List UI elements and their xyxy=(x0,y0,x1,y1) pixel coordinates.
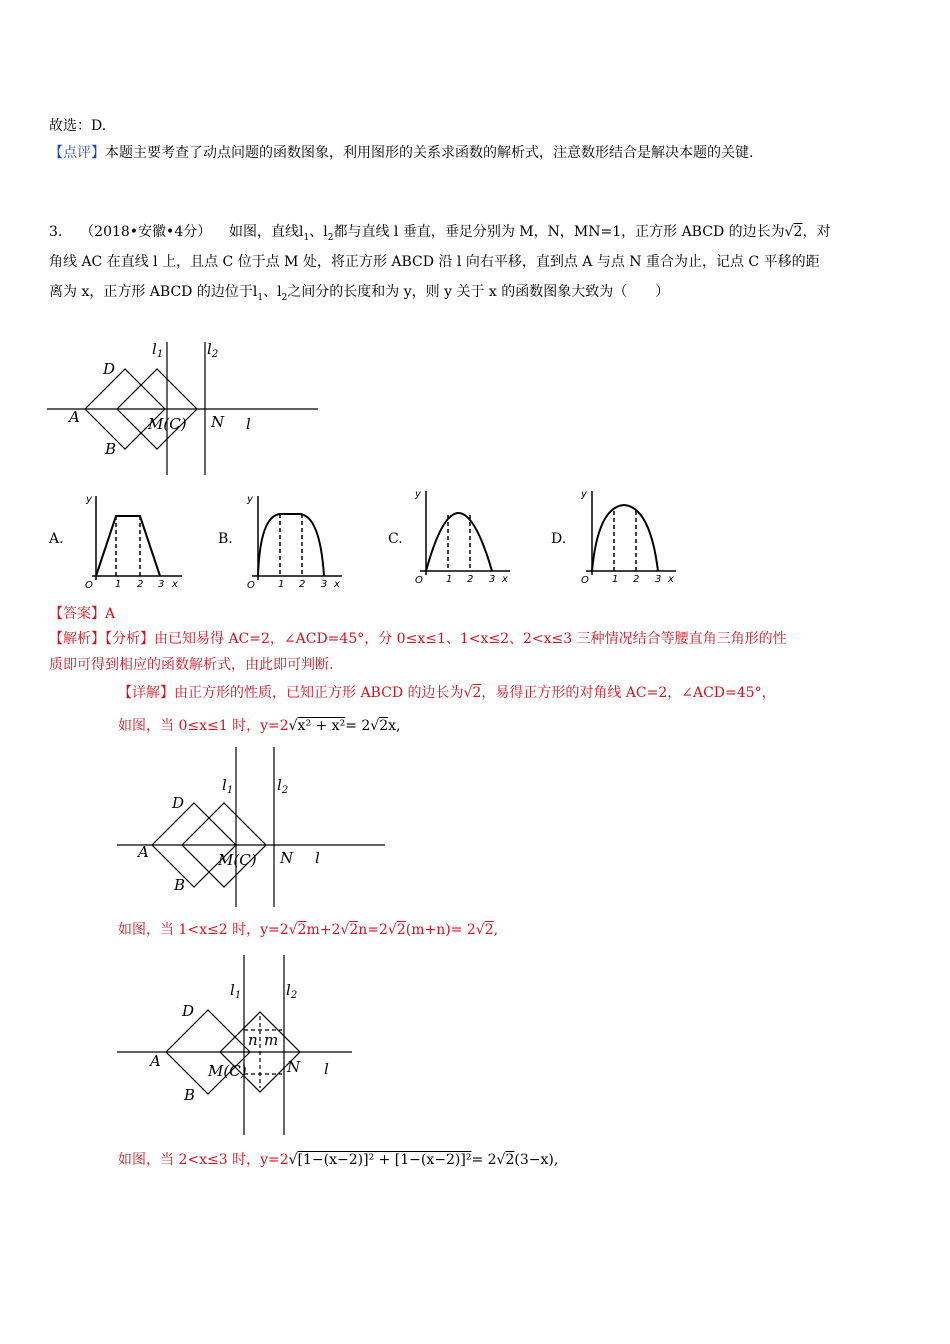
label-l: l xyxy=(246,415,251,433)
comment-line xyxy=(49,143,753,163)
case1-text-a: 如图，当 0≤x≤1 时，y=2 xyxy=(118,718,289,734)
label-l1: $l_1$ xyxy=(152,340,164,360)
separator: 、 xyxy=(309,224,324,240)
option-d-label[interactable]: D. xyxy=(551,531,567,547)
svg-text:A: A xyxy=(138,843,149,861)
case1-text-b: = 2 xyxy=(345,718,371,734)
svg-text:y: y xyxy=(415,489,421,500)
case3-line: 如图，当 2<x≤3 时，y=2√[1−(x−2)]² + [1−(x−2)]²= 2√2(3−x), xyxy=(118,1152,559,1168)
svg-text:O: O xyxy=(581,575,589,585)
case2-line: 如图，当 1<x≤2 时，y=2√2m+2√2n=2√2(m+n)= 2√2, xyxy=(118,922,499,938)
case2-text-c: n=2 xyxy=(358,922,388,938)
label-MC: M(C) xyxy=(148,415,187,433)
svg-text:x: x xyxy=(334,579,340,590)
svg-text:x: x xyxy=(668,574,674,585)
case1-sqrt: √x² + x² xyxy=(288,718,346,734)
case3-text-b: = 2 xyxy=(471,1152,497,1168)
analysis-line-1 xyxy=(49,629,787,649)
case2-text-b: m+2 xyxy=(306,922,341,938)
svg-text:y: y xyxy=(247,494,253,505)
question-line-2: 角线 AC 在直线 l 上，且点 C 位于点 M 处，将正方形 ABCD 沿 l 向右平移，直到点 A 与点 N 重合为止，记点 C 平移的距 xyxy=(49,254,820,270)
label-B: B xyxy=(105,440,117,458)
svg-text:O: O xyxy=(415,575,423,585)
comment-text: 本题主要考查了动点问题的函数图象，利用图形的关系求函数的解析式，注意数形结合是解决本题的关键. xyxy=(105,145,754,161)
detail-line xyxy=(118,683,776,703)
label-D: D xyxy=(103,360,116,378)
option-a-graph[interactable] xyxy=(82,490,192,590)
svg-text:1: 1 xyxy=(612,574,619,585)
svg-text:x: x xyxy=(172,579,178,590)
detail-figure-1 xyxy=(112,745,392,910)
option-c-label[interactable]: C. xyxy=(388,531,403,547)
svg-text:O: O xyxy=(247,580,255,590)
analysis-tag: 【解析】 xyxy=(49,631,105,647)
svg-text:l: l xyxy=(324,1060,329,1078)
svg-text:1: 1 xyxy=(446,574,453,585)
svg-text:l1: $l_1$ xyxy=(222,776,234,796)
case2-text-d: (m+n)= 2 xyxy=(405,922,476,938)
svg-text:3: 3 xyxy=(655,574,662,585)
svg-text:l: l xyxy=(315,849,320,867)
detail-text-a: 由正方形的性质，已知正方形 ABCD 的边长为 xyxy=(174,685,464,701)
svg-text:B: B xyxy=(174,876,186,894)
l2-symbol: $l_2$ xyxy=(323,224,334,243)
svg-text:D: D xyxy=(172,794,185,812)
svg-text:n: n xyxy=(248,1031,258,1049)
svg-text:3: 3 xyxy=(158,579,165,590)
case1-line: 如图，当 0≤x≤1 时，y=2√x² + x²= 2√2x, xyxy=(118,718,401,734)
l1-symbol: $l_1$ xyxy=(299,224,310,243)
svg-text:m: m xyxy=(264,1031,279,1049)
svg-text:2: 2 xyxy=(633,574,640,585)
svg-text:M(C): M(C) xyxy=(218,851,257,869)
label-l2: $l_2$ xyxy=(207,340,219,360)
svg-text:O: O xyxy=(85,580,93,590)
svg-text:l2: $l_2$ xyxy=(277,776,289,796)
answer-tag: 【答案】 xyxy=(49,606,105,622)
option-a-label[interactable]: A. xyxy=(49,531,64,547)
question-text-1b: 都与直线 l 垂直，垂足分别为 M，N，MN=1，正方形 ABCD 的边长为 xyxy=(333,224,785,240)
separator-2: 、 xyxy=(263,284,278,300)
answer-line xyxy=(49,604,115,624)
svg-text:B: B xyxy=(184,1086,196,1104)
option-b-label[interactable]: B. xyxy=(218,531,233,547)
answer-value: A xyxy=(105,606,116,622)
question-text-1a: 如图，直线 xyxy=(229,224,300,240)
svg-text:1: 1 xyxy=(278,579,285,590)
option-d-graph[interactable] xyxy=(576,485,686,585)
svg-text:2: 2 xyxy=(299,579,306,590)
option-c-graph[interactable] xyxy=(410,485,520,585)
question-line-1 xyxy=(49,222,830,248)
svg-text:A: A xyxy=(150,1052,161,1070)
detail-figure-2 xyxy=(112,950,392,1140)
svg-text:x: x xyxy=(502,574,508,585)
sqrt-symbol: √2 xyxy=(784,224,803,240)
detail-tag: 【详解】 xyxy=(118,685,174,701)
svg-text:D: D xyxy=(182,1002,195,1020)
analysis-line-2: 质即可得到相应的函数解析式，由此即可判断. xyxy=(49,657,334,673)
question-text-3a: 离为 x，正方形 ABCD 的边位于 xyxy=(49,284,253,300)
svg-text:3: 3 xyxy=(489,574,496,585)
svg-text:M(C): M(C) xyxy=(208,1062,247,1080)
svg-text:y: y xyxy=(581,489,587,500)
question-line-3 xyxy=(49,282,669,308)
svg-text:y: y xyxy=(86,494,92,505)
label-A: A xyxy=(69,408,80,426)
question-source: （2018•安徽•4分） xyxy=(80,224,212,240)
l2-symbol-2: $l_2$ xyxy=(277,284,288,303)
svg-text:1: 1 xyxy=(115,579,122,590)
svg-text:2: 2 xyxy=(467,574,474,585)
svg-text:N: N xyxy=(287,1058,301,1076)
analysis-subtag: 【分析】 xyxy=(105,631,154,647)
detail-sqrt: √2 xyxy=(463,685,482,701)
case1-text-c: x, xyxy=(388,718,401,734)
detail-text-b: ，易得正方形的对角线 AC=2，∠ACD=45°， xyxy=(481,685,776,701)
case3-text-a: 如图，当 2<x≤3 时，y=2 xyxy=(118,1152,289,1168)
option-b-graph[interactable] xyxy=(242,490,352,590)
svg-text:N: N xyxy=(280,849,294,867)
svg-text:l2: $l_2$ xyxy=(286,981,298,1001)
l1-symbol-2: $l_1$ xyxy=(252,284,264,303)
svg-text:3: 3 xyxy=(321,579,328,590)
question-figure xyxy=(45,330,325,480)
question-number: 3. xyxy=(49,224,63,240)
svg-text:l1: $l_1$ xyxy=(230,981,242,1001)
question-text-1c: ，对 xyxy=(802,224,831,240)
comment-tag: 【点评】 xyxy=(49,145,105,161)
conclusion-text: 故选：D. xyxy=(49,118,107,134)
case3-text-c: (3−x), xyxy=(514,1152,559,1168)
svg-text:2: 2 xyxy=(137,579,144,590)
case2-text-a: 如图，当 1<x≤2 时，y=2 xyxy=(118,922,289,938)
analysis-text-1: 由已知易得 AC=2，∠ACD=45°，分 0≤x≤1、1<x≤2、2<x≤3 三种情况结合等腰直角三角形的性 xyxy=(154,631,787,647)
case3-expr: [1−(x−2)]² + [1−(x−2)]² xyxy=(297,1152,472,1168)
case2-text-e: , xyxy=(493,922,499,938)
label-N: N xyxy=(211,413,225,431)
question-text-3b: 之间分的长度和为 y，则 y 关于 x 的函数图象大致为（ ） xyxy=(287,284,670,300)
